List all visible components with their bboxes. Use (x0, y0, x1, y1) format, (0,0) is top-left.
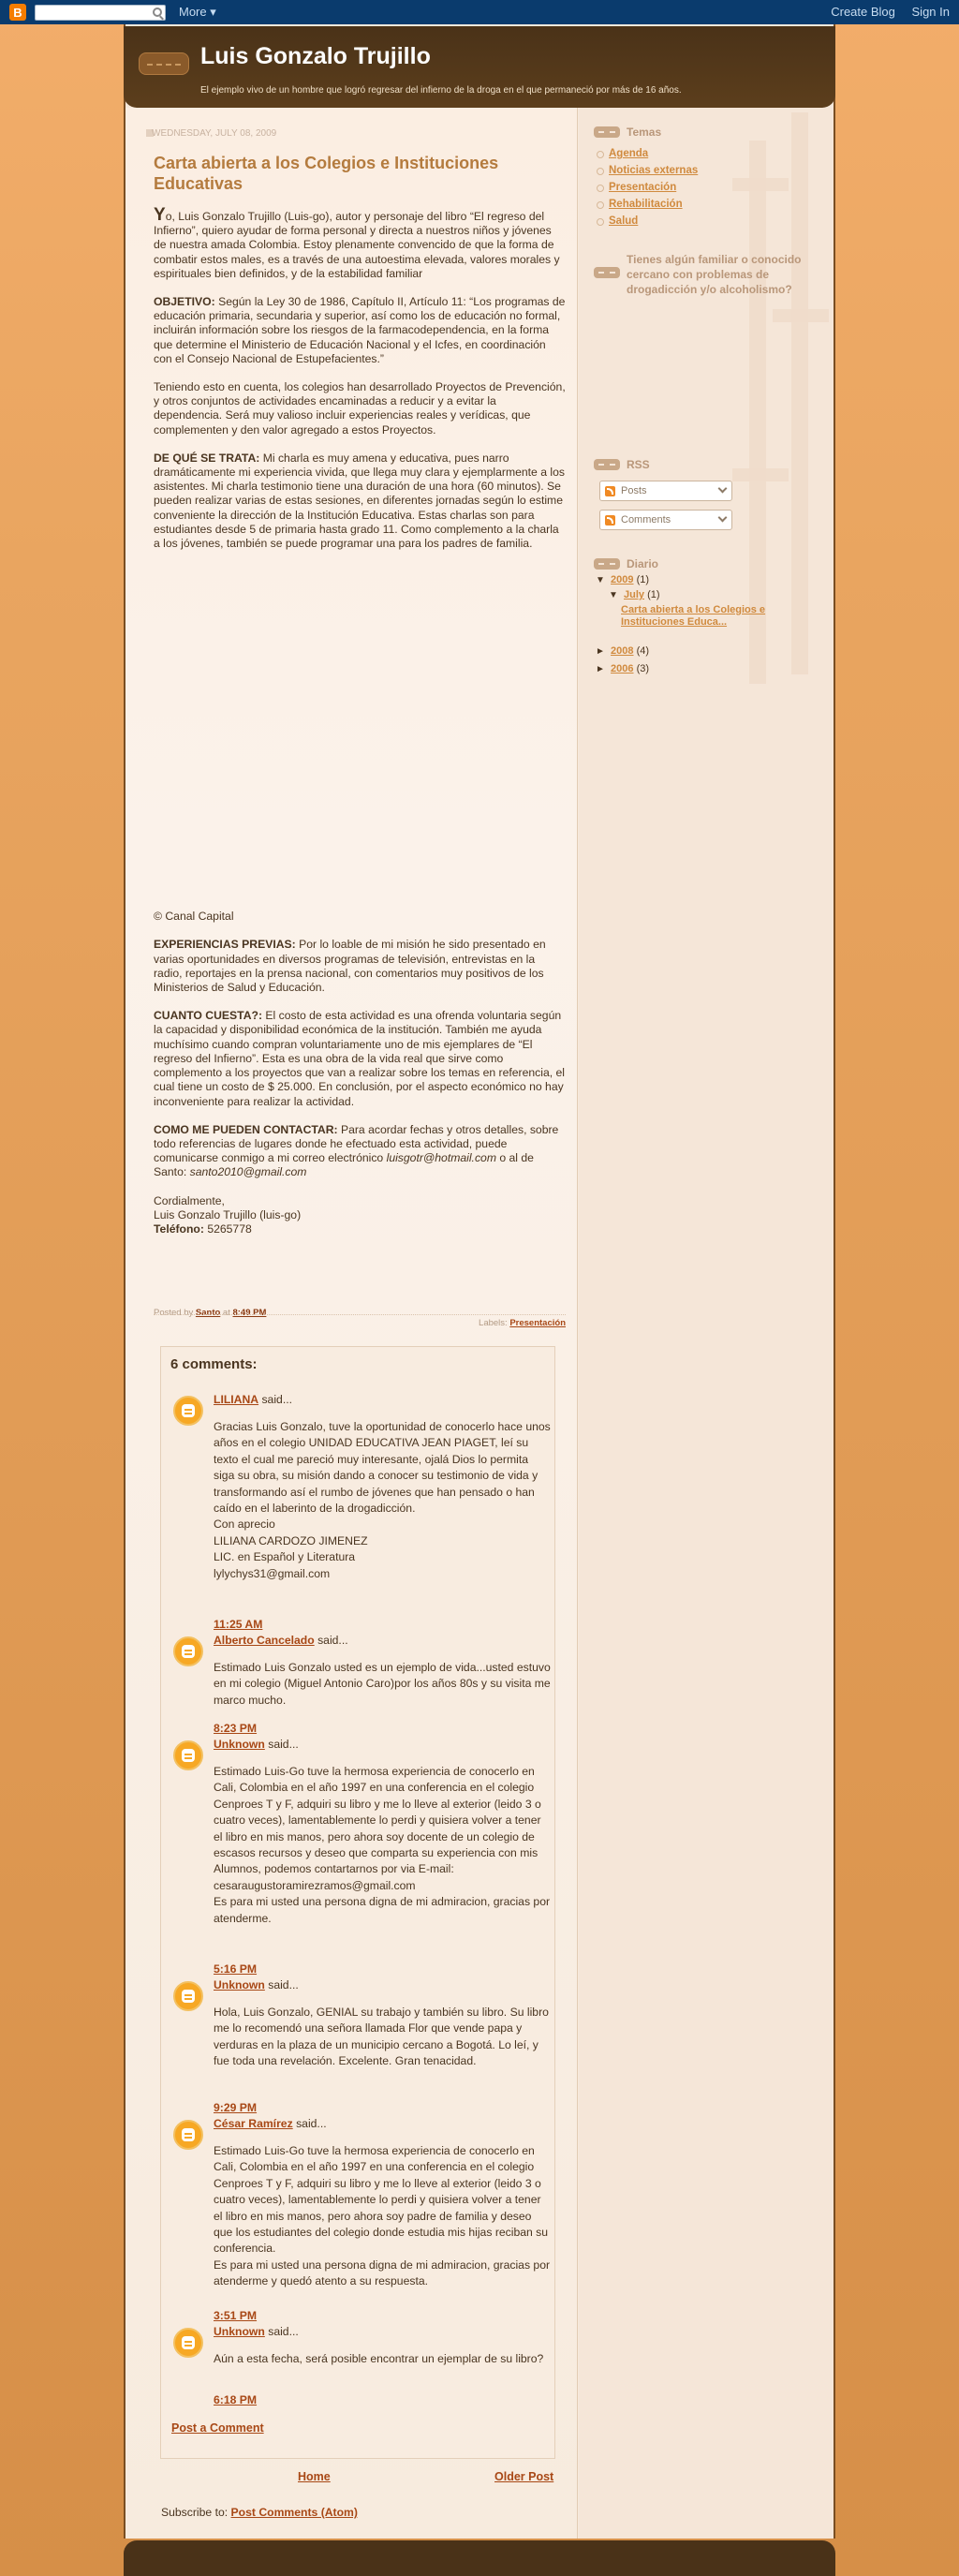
comment-author-link[interactable]: Unknown (214, 1738, 265, 1751)
label-link[interactable]: Presentación (509, 1318, 566, 1328)
home-link[interactable]: Home (298, 2470, 331, 2483)
post-paragraph (154, 1009, 566, 1108)
said-label: said... (264, 1978, 299, 1991)
toggle-open-icon[interactable]: ▼ (609, 590, 618, 600)
widget-badge-icon (594, 126, 620, 138)
said-label: said... (258, 1393, 292, 1406)
comment-time-link[interactable]: 3:51 PM (214, 2309, 258, 2322)
bullet-icon (597, 201, 604, 209)
sidebar-item-noticias[interactable]: Noticias externas (609, 165, 699, 176)
more-menu-button[interactable]: More ▾ (179, 5, 216, 19)
comment-author-link[interactable]: Alberto Cancelado (214, 1634, 315, 1647)
said-label: said... (264, 1738, 299, 1751)
objetivo-text: Según la Ley 30 de 1986, Capítulo II, Artículo 11: “Los programas de educación primaria, secundaria y superior, así como los de educación no formal, incluirán información sobre los riesgos de la farmacodependencia, en la forma que determine el Ministerio de Educación Nacional y el Icfes, en coordinación con el Consejo Nacional de Estupefacientes.” (154, 295, 566, 365)
comment-author (214, 1634, 348, 1647)
comment-author (214, 2325, 299, 2338)
embedded-video-area[interactable] (154, 565, 566, 910)
blogger-avatar-icon (173, 1740, 203, 1770)
bullet-icon (597, 185, 604, 192)
blogger-avatar-icon (173, 1981, 203, 2011)
comment-author (214, 1738, 299, 1751)
archive-count: (1) (644, 589, 660, 600)
blogger-avatar-icon (173, 1636, 203, 1666)
comment-author (214, 2117, 327, 2130)
post-footer (154, 1308, 566, 1318)
phone (154, 1222, 566, 1236)
contact-text: Para acordar fechas y otros detalles, sobre todo referencias de lugares donde he efectuado esta actividad, puede comunicarse conmigo a mi correo electrónico (154, 1122, 559, 1165)
post-paragraph (154, 380, 566, 437)
subscribe-line (161, 2506, 358, 2519)
cuesta-label: CUANTO CUESTA?: (154, 1009, 263, 1023)
rss-icon (605, 515, 615, 526)
comment-author (214, 1393, 292, 1406)
comment-author-link[interactable]: Unknown (214, 1978, 265, 1991)
comment-author-link[interactable]: LILIANA (214, 1393, 259, 1406)
blog-header (124, 26, 835, 108)
widget-badge-icon (594, 558, 620, 570)
create-blog-link[interactable]: Create Blog (831, 5, 895, 19)
sidebar-item-agenda[interactable]: Agenda (609, 148, 649, 159)
toggle-closed-icon[interactable]: ► (596, 646, 605, 657)
sidebar-item-salud[interactable]: Salud (609, 215, 639, 227)
bullet-icon (597, 151, 604, 158)
copyright-text: © Canal Capital (154, 910, 234, 924)
said-label: said... (264, 2325, 299, 2338)
at-label: at (220, 1308, 233, 1318)
exp-label: EXPERIENCIAS PREVIAS: (154, 938, 296, 952)
sidebar-item-presentacion[interactable]: Presentación (609, 182, 677, 193)
post-paragraph (154, 452, 566, 551)
post-date: WEDNESDAY, JULY 08, 2009 (152, 128, 277, 139)
decorative-pattern (732, 178, 789, 191)
rss-icon (605, 486, 615, 496)
blogger-navbar (0, 0, 959, 24)
decorative-pattern (732, 468, 789, 481)
posted-by-label: Posted by (154, 1308, 196, 1318)
post-time-link[interactable]: 8:49 PM (232, 1308, 267, 1318)
comment-time-link[interactable]: 9:29 PM (214, 2101, 258, 2114)
subscribe-label: Subscribe to: (161, 2506, 231, 2519)
post-paragraph (154, 205, 566, 281)
labels-prefix: Labels: (479, 1318, 510, 1328)
search-icon[interactable] (153, 7, 162, 17)
post-paragraph (154, 1123, 566, 1180)
comments-heading: 6 comments: (170, 1356, 258, 1372)
comment-body: Estimado Luis-Go tuve la hermosa experiencia de conocerlo en Cali, Colombia en el año 1997 en una conferencia en el colegio Cenproes T y F, adquiri su libro y me lo lleve al exterior (leido 3 o cuatro veces), lamentablemente lo perdi y quisiera volver a tener el libro en mis manos, pero ahora soy docente de un colegio de escasos recursos y deseo que comparta su experiencia con mis Alumnos, podemos contartarnos por via E-mail: cesaraugustoramirezramos@gmail.com Es para mi usted una persona digna de mi admiracion, gracias por atenderme. (214, 1765, 551, 1925)
chevron-down-icon (718, 484, 728, 494)
comment-time-link[interactable]: 8:23 PM (214, 1722, 258, 1735)
comment-body: Gracias Luis Gonzalo, tuve la oportunidad de conocerlo hace unos años en el colegio UNIDAD EDUCATIVA JEAN PIAGET, leí su texto el cual me pareció muy interesante, ojalá Dios lo permita siga su obra, su misión dando a conocer su testimonio de vida y transformando así el rumbo de jóvenes que han pensado o han caído en el laberinto de la drogadicción. Con aprecio LILIANA CARDOZO JIMENEZ LIC. en Español y Literatura lylychys31@gmail.com (214, 1420, 551, 1580)
footer-bar (124, 2540, 835, 2576)
posts-feed-dropdown[interactable] (599, 481, 732, 501)
temas-title: Temas (627, 126, 662, 139)
paragraph-text: Teniendo esto en cuenta, los colegios han desarrollado Proyectos de Prevención, y otros conjuntos de actividades encaminadas a reducir y a evitar la dependencia. Será muy valioso incluir experiencias reales y verídicas, que complementen y den valor agregado a estos Proyectos. (154, 380, 566, 437)
comment-time-link[interactable]: 6:18 PM (214, 2393, 258, 2406)
chevron-down-icon (718, 513, 728, 523)
post-a-comment-link[interactable]: Post a Comment (171, 2421, 264, 2435)
archive-post (621, 604, 799, 629)
blog-title[interactable]: Luis Gonzalo Trujillo (200, 43, 431, 69)
archive-year-2006 (596, 663, 649, 674)
blog-description: El ejemplo vivo de un hombre que logró regresar del infierno de la droga en el que permaneció por más de 16 años. (200, 85, 682, 96)
archive-link[interactable]: 2009 (611, 574, 634, 585)
drop-cap: Y (154, 205, 166, 225)
phone-label: Teléfono: (154, 1221, 204, 1236)
comment-time-link[interactable]: 11:25 AM (214, 1618, 263, 1631)
post-paragraph (154, 910, 566, 924)
post-paragraph (154, 938, 566, 995)
email-text: santo2010@gmail.com (189, 1165, 307, 1179)
archive-year-2008 (596, 645, 649, 657)
atom-feed-link[interactable]: Post Comments (Atom) (230, 2506, 358, 2519)
contact-label: COMO ME PUEDEN CONTACTAR: (154, 1122, 338, 1136)
archive-count: (3) (633, 663, 650, 674)
archive-count: (1) (633, 574, 650, 585)
comment-time-link[interactable]: 5:16 PM (214, 1962, 258, 1976)
toggle-closed-icon[interactable]: ► (596, 664, 605, 674)
comments-feed-dropdown[interactable] (599, 510, 732, 530)
post-body (154, 205, 566, 1236)
closing: Cordialmente, (154, 1193, 225, 1207)
blogger-logo-icon[interactable]: B (9, 4, 26, 21)
post-title: Carta abierta a los Colegios e Instituciones Educativas (154, 154, 499, 193)
blogger-avatar-icon (173, 1396, 203, 1426)
comment-author-link[interactable]: César Ramírez (214, 2117, 293, 2130)
intro-text: o, Luis Gonzalo Trujillo (Luis-go), autor y personaje del libro “El regreso del Infierno”, quiero ayudar de forma personal y directa a nuestros niños y jóvenes de nuestra amada Colombia. Estoy plenamente convencido de que la forma de combatir estos males, es a través de una autoestima elevada, valores morales y espirituales bien definidos, y de la estabilidad familiar (154, 210, 560, 280)
cuesta-text: El costo de esta actividad es una ofrenda voluntaria según la capacidad y disponibilidad económica de la institución. También me ayuda muchísimo cuando compran voluntariamente uno de mis ejemplares de “El regreso del Infierno”. Esta es una obra de la vida real que sirve como complemento a los proyectos que van a realizar sobre los temas en referencia, el cual tiene un costo de $ 25.000. En conclusión, por el aspecto económico no hay inconveniente para realizar la actividad. (154, 1009, 565, 1108)
post-author-link[interactable]: Santo (195, 1308, 221, 1318)
contact-text: o al de Santo: (154, 1151, 534, 1179)
archive-link[interactable]: 2008 (611, 645, 634, 657)
rss-title: RSS (627, 458, 650, 471)
archive-count: (4) (633, 645, 650, 657)
sidebar-question: Tienes algún familiar o conocido cercano con problemas de drogadicción y/o alcoholismo? (627, 253, 802, 296)
comment-body: Hola, Luis Gonzalo, GENIAL su trabajo y también su libro. Su libro me lo recomendó una señora llamada Flor que vende papa y verduras en la plaza de un municipio cercano a Bogotá. Lo leí, y fue toda una revelación. Excelente. Gran tenacidad. (214, 2006, 549, 2068)
toggle-open-icon[interactable]: ▼ (596, 575, 605, 585)
comment-body: Aún a esta fecha, será posible encontrar un ejemplar de su libro? (214, 2352, 544, 2365)
objetivo-label: OBJETIVO: (154, 295, 215, 309)
blogger-avatar-icon (173, 2120, 203, 2150)
said-label: said... (314, 1634, 348, 1647)
search-input[interactable] (35, 5, 166, 21)
feed-label: Comments (621, 514, 671, 526)
decorative-pattern (773, 309, 829, 322)
bullet-icon (597, 168, 604, 175)
post-paragraph (154, 295, 566, 366)
widget-badge-icon (594, 267, 620, 278)
said-label: said... (292, 2117, 327, 2130)
archive-link[interactable]: July (624, 589, 645, 600)
exp-text: Por lo loable de mi misión he sido presentado en varias oportunidades en diversos programas de televisión, entrevistas en la radio, reportajes en la prensa nacional, con comentarios muy positivos de los Ministerios de Salud y Educación. (154, 938, 546, 995)
divider (154, 1314, 566, 1315)
archive-year-2009 (596, 574, 649, 585)
comment-body: Estimado Luis-Go tuve la hermosa experiencia de conocerlo en Cali, Colombia en el año 1997 en una conferencia en el colegio Cenproes T y F, adquiri su libro y me lo lleve al exterior (leido 3 o cuatro veces), lamentablemente lo perdi y quisiera volver a tener el libro en mis manos, pero ahora soy padre de familia y deseo que los estudiantes del colegio donde estudia mis hijas reciban su conferencia. Es para mi usted una persona digna de mi admiracion, gracias por atenderme y quedó atento a su respuesta. (214, 2144, 551, 2288)
archive-post-link[interactable]: Carta abierta a los Colegios e Instituciones Educa... (621, 604, 766, 628)
widget-badge-icon (594, 459, 620, 470)
signature: Luis Gonzalo Trujillo (luis-go) (154, 1207, 302, 1221)
comment-body: Estimado Luis Gonzalo usted es un ejemplo de vida...usted estuvo en mi colegio (Miguel Antonio Caro)por los años 80s y su visita me marco mucho. (214, 1661, 551, 1707)
archive-month-july (609, 589, 660, 600)
trata-label: DE QUÉ SE TRATA: (154, 451, 260, 465)
phone-number: 5265778 (203, 1221, 252, 1236)
decorative-pattern (749, 141, 766, 684)
decorative-pattern (791, 112, 808, 674)
bullet-icon (597, 218, 604, 226)
diario-title: Diario (627, 557, 659, 570)
header-badge-icon (139, 52, 189, 75)
older-post-link[interactable]: Older Post (494, 2470, 554, 2483)
archive-link[interactable]: 2006 (611, 663, 634, 674)
email-text: luisgotr@hotmail.com (386, 1151, 496, 1165)
sidebar-item-rehabilitacion[interactable]: Rehabilitación (609, 199, 683, 210)
post-labels (154, 1318, 566, 1328)
sign-in-link[interactable]: Sign In (911, 5, 950, 19)
comment-author-link[interactable]: Unknown (214, 2325, 265, 2338)
blogger-avatar-icon (173, 2328, 203, 2358)
trata-text: Mi charla es muy amena y educativa, pues narro dramáticamente mi experiencia vivida, que llega muy clara y ejemplarmente a los asistentes. Mi charla testimonio tiene una duración de una hora (60 minutos). Se pueden realizar varias de estas sesiones, en diferentes jornadas según lo estime conveniente la dirección de la Institución Educativa. Estas charlas son para estudiantes desde 5 de primaria hasta grado 11. Como complemento a la charla a los jóvenes, también se puede programar una para los padres de familia. (154, 451, 565, 551)
feed-label: Posts (621, 485, 647, 496)
comment-author (214, 1978, 299, 1991)
